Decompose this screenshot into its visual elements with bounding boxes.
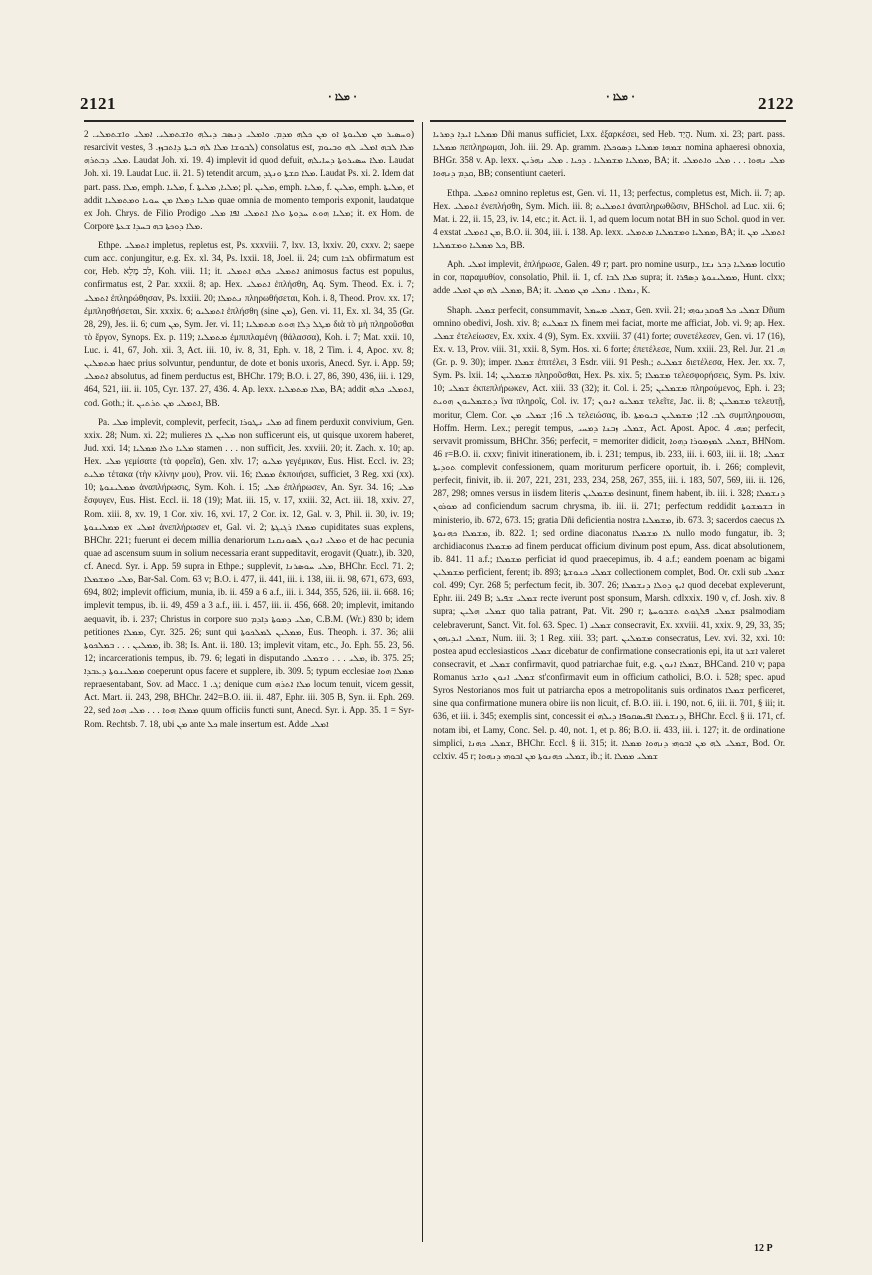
entry-paragraph: Pa. ܡܠܝ implevit, complevit, perfecit, ܡܠܝ ܢܛܘܪܐ ad finem perduxit convivium, Gen. xxix. 28; Num. xi. 22; mulieres ܡܠܝܢ ܠܐ non sufficerunt eis, ut quisque uxorem haberet, Jud. xxi. 14; ܡܠܝܐ ܘܠܐ ܡܡܠܝܐ stamen . . . non sufficit, Jes. xxviii. 20; it. Zach. x. 10; ap. Hex. ܡܠܝ γεμίσατε (τὰ φορεῖα), Gen. xlv. 17; ܡܠܝܘ γεγέμικαν, Eus. Hist. Eccl. iv. 23; ܡܠܝܬ τέτακα (τὴν κλίνην μου), Prov. vii. 16; ܡܡܠܐ ἐκποιήσει, sufficiet, 3 Reg. xxi (xx). 10; ܡܡܠܝܢܘܬܐ ἀναπλήρωσις, Sym. Koh. i. 15; ܡܠܝ ἐπλήρωσεν, An. Syr. 34. 16; ܡܠܝ ἔσφυγεν, Eus. Hist. Eccl. ii. 18 (19); Mat. iii. 15, v. 17, xxiii. 32, Act. iii. 18, xxiv. 27, Rom. xiii. 8, xv. 19, 1 Cor. xiv. 16, xvi. 17, 2 Cor. ix. 12, Gal. v. 3, Phil. ii. 30, iv. 19; ܡܡܠܝܢܘܬܐ ex ܐܡܠܝ ἀνεπλήρωσεν et, Gal. vi. 2; ܡܡܠܐ ܪܓܝܓܬܐ cupiditates suas explens, BHChr. 221; fuerunt ei decem millia denariorum ܘܡܠܝ ܐܢܘܢ ܠܣܘܢܩܢܐ et de hac pecunia quae ad ascensum suum in solium necessaria erant suppeditavit, erogavit (Quatr.), ib. 320, cf. Anecd. Syr. i. App. 59 supra in Ethpe.; supplevit, ܡܠܝ ܚܘܣܪܢܐ, BHChr. Eccl. 71. 2; ܡܠܝ ܘܡܫܡܠܐ, Bar-Sal. Com. 63 v; B.O. i. 477, ii. 441, iii. i. 138, iii. ii. 98, 671, 673, 693, 694, 802; implevit officium, munia, ib. ii. 459 a 6 a.f., iii. i. 344, 355, 526, iii. ii. 668. 16; implevit tempus, ib. ii. 49, 459 a 3 a.f., iii. i. 457, iii. ii. 456, 668. 20; implevit, imitando aequavit, ib. i. 237; Christus in corpore suo ܡܠܝ ܕܡܘܬܐ ܕܐܕܡ, C.B.M. (Wr.) 830 b; idem petitiones ܡܡܠܐ, Cyr. 325. 26; sunt qui ܡܡܠܝܢ ܠܡܠܟܘܬܐ, Eus. Theoph. i. 37. 36; alii ܡܡܠܝܢ . . . ܒܡܠܟܘܬܐ, ib. 38; Is. Ant. ii. 180. 13; implevit vitam, etc., Jo. Eph. 55. 23, 56. 12; incarcerationis tempus, ib. 79. 6; legati in disputando ܡܠܝ . . . ܘܫܡܠܝ, ib. 375. 25; ܡܡܠܝܢܘܬܐ ܕܥܒܕܐ coeperunt opus facere et supplere, ib. 309. 5; typum ecclesiae ܡܡܠܐ ܗܘܐ repraesentabant, Sov. ad Macc. ܓ. 1; denique cum ܡܠܐ ܐܬܪܗ locum tenuit, vicem gessit, Act. Mart. ii. 243, 298, BHChr. 242=B.O. iii. ii. 487, Ephr. iii. 305 B, Syn. ii. Eph. 269. 22, sed ܡܡܠܐ ܗܘܐ . . . ܡܠܝ ܗܘܐ quum officiis functi sunt, Anecd. Syr. i. App. 35. 1 = Syr-Rom. Rechtsb. 7. 18, ubi ܡܢ ante ܟܠ male insertum est. Adde ܐܡܠܝ bbox=[84, 416, 415, 729]
header-rule-left bbox=[84, 120, 414, 122]
entry-paragraph: Aph. ܐܡܠܝ implevit, ἐπλήρωσε, Galen. 49 r; part. pro nomine usurp., ܡܡܠܝܐ ܕܒܪ ܢܫܐ locutio in cor, παραμυθίον, consolatio, Phil. ii. 1, cf. ܡܠܐ ܠܒܐ supra; it. ܡܡܠܝܢܘܬܐ ܕܣܦܪܐ, Hunt. clxx; adde ܡܡܠܝ ܠܗ ܡܢ ܐܡܠܝ, BA; it. ܢܡܠܐ . ܢܡܠܝ ܡܢ ܡܡܠܝ, K. bbox=[433, 259, 786, 296]
entry-paragraph: ܘܚܣܝܪ ܡܢ ܡܠܝܘܬܐ ܐܘ ܡܢ ܟܠܗ ܡܕܡ. ܘܐܡܠܝ ܕܢܣܒ ܕܝܠܗ ܘܐܫܬܡܠܝ. ܐܡܠܝ ܘܐܫܬܡܠܝ. 2) resarcivit vestes, ܠܒܘܫܐ ܡܠܐ ܠܗ ܒܝܬܐ ܕܐܬܒܙܙ. 3) consolatus est, ܡܠܐ ܠܒܗ ܐܡܠܝ ܠܗ ܘܒܝܘܡ ܡܠܝ ܕܒܬܪܗ. Laudat Joh. xi. 19. 4) implevit id quod defuit, ܡܠܐ ܚܣܝܪܘܬܐ ܕܚܐܝܠܗ. Laudat Joh. xi. 19. Laudat Luc. ii. 21. 5) tetendit arcum, ܡܠܐ ܩܫܬܐ ܘܢܓܕ. Laudat Ps. xi. 2. Idem dat part. pass. ܡܠܐ, emph. ܡܠܝܐ, f. ܡܠܝܐ, ܡܠܝܬܐ; pl. ܡܠܝܢ, emph. ܡܠܝܐ, f. ܡܠܝܢ, emph. ܡܠܝܬܐ, et addit ܡܠܝܐ ܕܡܠܐ ܡܢ ܚܘܝܐ ܘܡܬܡܠܝܐ quae omnia de momento temporis exponit, laudatque ex Joh. Chrys. de Filio Prodigo ܡܠܝܐ ܗܘܬ ܚܕܘܬܐ ܘܠܐ ܐܬܡܠܝ ܐܦܐ ܡܠܝ; it. ex Hom. de Corpore ܡܠܐ ܕܘܟܬܐ ܒܗ ܒܚܕܐ ܫܥܬܐ. bbox=[84, 129, 415, 231]
signature-mark: 12 P bbox=[754, 1243, 773, 1254]
running-headword-right: · ܡܠܐ · bbox=[606, 92, 635, 103]
page-header bbox=[78, 92, 794, 118]
running-headword-left: · ܡܠܐ · bbox=[328, 92, 357, 103]
column-divider bbox=[422, 122, 423, 1242]
header-rule-right bbox=[430, 120, 786, 122]
right-column bbox=[433, 128, 785, 769]
page-number-left: 2121 bbox=[80, 94, 116, 113]
entry-paragraph: ܡܡܠܝܐ ܐܝܕܐ ܕܡܪܝܐ Dñi manus sufficiet, Lxx. ἐξαρκέσει, sed Heb. הֲיַד. Num. xi. 23; part. pass. ܡܡܠܝܐ πεπληρωμαι, Joh. iii. 29. Ap. gramm. ܫܡܗܐ ܡܡܠܝܐ ܕܣܘܟܠܐ nomina aphaeresi obnoxia, BHGr. 358 v. Ap. lexx. ܡܡܠܝܐ ܡܫܡܠܝܐ . ܕܟܝܐ . ܡܠܝ ܢܗܪܝܢ, BA; it. ܡܠܝ ܢܗܘܐ . . . ܡܠܝ ܘܐܬܡܠܝ ܩܕܡ ܕܢܗܘܐ, BB; consentiunt caeteri. bbox=[433, 129, 785, 179]
page-number-right: 2122 bbox=[758, 94, 794, 113]
entry-paragraph: Ethpa. ܐܬܡܠܝ omnino repletus est, Gen. vi. 11, 13; perfectus, completus est, Mich. ii. 7; ap. Hex. ܐܬܡܠܝ ἐνεπλήσθη, Sym. Mich. iii. 8; ܐܬܡܠܝܬ ἀναπληρωθῶσιν, BHSchol. ad Luc. xii. 6; Mat. i. 22, ii. 15, 23, iv. 14, etc.; it. Act. ii. 1, ad quem locum notat BH in suo Schol. quod in ver. 4 exstat ܡܢ ܐܬܡܠܝ, B.O. ii. 304, iii. i. 138. Ap. lexx. ܡܡܠܝܐ ܘܡܫܡܠܝܐ ܡܬܡܠܝ, BA; it. ܐܬܡܠܝ ܡܢ ܟܠ ܡܡܠܝܐ ܘܡܫܡܠܝܐ, BB. bbox=[433, 187, 785, 250]
entry-paragraph: Ethpe. ܐܬܡܠܝ impletus, repletus est, Ps. xxxviii. 7, lxv. 13, lxxiv. 20, cxxv. 2; saepe cum acc. conjungitur, e.g. Ex. xl. 34, Ps. lxxii. 18, Joel. ii. 24; cum ܠܒܐ obfirmatum est cor, Heb. לֵב מָלֵא, Koh. viii. 11; it. ܐܬܡܠܝ ܟܠܗ ܐܬܡܠܝ animosus factus est populus, confirmatus est, 2 Par. xxxii. 8; ap. Hex. ܐܬܡܠܝ ἐπλήσθη, Aq. Sym. Theod. Ex. i. 7; ܐܬܡܠܝ ἐπληρώθησαν, Ps. lxxiii. 20; ܢܬܡܠܐ πληρωθήσεται, Koh. i. 8, Theod. Prov. xx. 17; ἐμπλησθήσεται, Sir. xxxix. 6; ܐܬܡܠܝܘ ἐπλήσθη (sine ܡܢ), Gen. vi. 11, Ex. xl. 34, 35 (Gr. 28, 29), Jes. ii. 6; cum ܡܢ, Sym. Jer. vi. 11; ܡܛܠ ܕܠܐ ܗܘܬ ܡܬܡܠܝܐ διὰ τὸ μὴ πληροῦσθαι τὸ ἔργον, Synops. Ex. p. 119; ܡܬܡܠܝܐ ἐμπιπλαμένη (θάλασσα), Koh. i. 7; Mat. xxii. 10, Luc. i. 41, 67, Joh. xii. 3, Act. iii. 10, iv. 8, 31, Eph. v. 18, 2 Tim. i. 4, Apoc. xv. 8; ܡܬܡܠܝܢ haec prius solvuntur, penduntur, de dote et bonis uxoris, Anecd. Syr. i. App. 59; ܐܬܡܠܝ absolutus, ad finem perductus est, BHChr. 179; B.O. i. 27, 86, 390, 436, iii. i. 129, 464, 521, iii. ii. 105, Cyr. 137. 27, 436. 4. Ap. lexx. ܡܠܐ ܡܬܡܠܝܐ, BA; addit ܐܬܡܠܝ ܟܠܗ, cod. Goth.; it. ܐܬܡܠܝ ܡܢ ܬܪܬܝܢ, BB. bbox=[84, 240, 415, 408]
entry-paragraph: Shaph. ܫܡܠܝ perfecit, consummavit, ܫܡܠܝ ܡܚܡܠ, Gen. xvii. 21; ܫܡܠܝ ܟܠ ܦܘܩܕܢܘܗܝ Dñum omnino obedivi, Josh. xiv. 8; ܠܐ ܫܡܠܝܬ finem mei faciat, morte me afficiat, Job. vi. 9; ap. Hex. ܫܡܠܝ ἐτελείωσεν, Ex. xxix. 4 (9), Sym. Ex. xxviii. 37 (41) forte; συνετέλεσεν, Gen. vi. 17 (16), Ex. v. 13, Prov. viii. 31, xxii. 8, Sym. Hos. xi. 6 forte; ἐπετέλεσε, Num. xxiii. 23, Rel. Jur. ܗ. 21 (Gr. p. 9. 30); imper. ܫܡܠܐ ἐπιτέλει, 3 Esdr. viii. 91 Pesh.; ܫܡܠܝܬ διετέλεσα, Hex. Jer. xx. 7, Sym. Ps. lxii. 14; ܡܫܡܠܝܢ πληροῦσθαι, Hex. Ps. xix. 5; ܡܫܡܠܐ τελεσφορήσεις, Sym. Ps. lxiv. 10; ܫܡܠܝ ἐκπεπλήρωκεν, Act. xiii. 33 (32); it. Col. i. 25; ܡܫܡܠܝܢ πληρούμενος, Eph. i. 23; ܕܬܫܡܠܝܘܢ ܗܘܝܬ ἵνα πληροῖς, Col. iv. 17; ܫܡܠܝܘ ܐܢܘܢ τελεῖτε, Jac. ii. 8; ܡܫܡܠܝܢ τελευτῇ, moritur, Clem. Cor. ܠ. 16; ܫܡܠܝ ܡܢ τελειώσας, ib. ܠܒ. 12; ܡܫܡܠܝܢ ܒܝܘܡܬܐ συμπληρουσαι, Hoffm. Herm. Lex.; peregit tempus, ܫܡܠܝ ܙܒܢܐ ܕܡܚܝ, Act. Apost. Apoc. ܡܗ. 4; perfecit, servavit promissum, BHChr. 356; perfecit, = memoriter didicit, ܫܡܠܝ ܠܡܙܡܘܪܐ ܕܗܘܐ, BHNom. 46 r=B.O. ii. cxxv; finivit itinerationem, ib. i. 231; tempus, ib. 233, iii. i. 603, iii. ii. 18; ܫܡܠܝ ܬܘܕܝܬܐ complevit confessionem, quam moriturum perficere oportuit, ib. i. 266; complevit, perfecit, finivit, ib. ii. 207, 221, 231, 233, 234, 258, 267, 355, iii. i. 183, 507, 569, iii. ii. 126, 287, 298; omnes versus in iisdem literis ܡܫܡܠܝܢ desinunt, finem habent, ib. iii. i. 328; ܕܢܫܡܠܐ ܡܘܪܘܢ ad conficiendum sacrum chrysma, ib. iii. ii. 271; perfectum reddidit ܒܫܡܫܘܬܐ in ministerio, ib. 672, 673. 15; gratia Dñi deficientia nostra ܡܫܡܠܝܐ, ib. 673. 3; sacerdos caecus ܠܐ ܡܫܡܠܐ ܟܗܢܘܬܐ, ib. 822. 1; sed ordine diaconatus ܠܐ ܡܫܡܠܐ nullo modo fungatur, ib. 3; archidiaconus ܡܫܡܠܐ ad finem perducat officium divinum post epum, Ass. dicat absolutionem, ib. 841. 11 a.f.; ܡܫܡܠܐ perficiat id quod praecepimus, ib. 4 a.f.; eandem poenam ac bigami ܡܫܡܠܝܢ perficient, ferent; ib. 893; ܫܡܠܝ ܟܢܘܫܬܐ collectionem complet, Bod. Or. cxli sub ܫܡܠܝ col. 499; Cyr. 268 5; perfectum fecit, ib. 307. 26; ܐܝܟ ܕܘܠܐ ܕܢܫܡܠܐ quod decebat expleverunt, Ephr. iii. 249 B; ܫܡܠܝ ܫܦܝܪ recte iverunt post sponsum, Marsh. cdlxxix. 190 v, cf. Josh. xiv. 8 supra; ܫܡܠܝ ܗܠܝܢ quo talia patrant, Pat. Vit. 290 r; ܫܡܠܝ ܦܠܓܘܬ ܬܫܒܘܚܬܐ psalmodiam celebraverunt, Sanct. Vit. fol. 63. Spec. 1) ܫܡܠܝ consecravit, Ex. xxviii. 41, xxix. 9, 29, 33, 35; ܫܡܠܝ ܐܝܕܝܗܘܢ, Num. iii. 3; 1 Reg. xiii. 33; part. ܡܫܡܠܝܢ consecratus, Lev. xvi. 32, xxi. 10: postea apud ecclesiasticos ܫܡܠܝ dicebatur de confirmatione consecrationis epi, ita ut ܐܫܪ valeret consecravit, et ܫܡܠܝ confirmavit, quod patriarchae fuit, e.g. ܫܡܠܐ ܐܢܘܢ, BHCand. 210 v; papa Romanus ܫܡܠܝ ܐܢܘܢ ܘܐܫܪ st'confirmavit eum in officium catholici, B.O. i. 528; spec. apud Syros Nestorianos mos fuit ut patriarcha epos a metropolitanis suis ordinatos ܫܡܠܐ perficeret, sine qua confirmatione munera obire iis non licuit, cf. B.O. iii. i. 190, not. 6, iii. ii. 701, § iii; it. 636, et iii. i. 345; exemplis sint, concessit ei ܕܢܫܡܠܐ ܐܦܝܣܩܘܦܐ ܕܝܠܗ, BHChr. Eccl. § ii. 171, cf. notam ibi, et Lamy, Conc. Sel. p. 40, not. 1, et p. 86; B.O. ii. 433, iii. i. 127; it. de ordinatione simplici, ܫܡܠܝ ܟܗܢܐ, BHChr. Eccl. § ii. 315; it. ܫܡܠܝ ܠܗ ܡܢ ܐܒܘܗܝ ܕܢܗܘܐ ܡܡܠܐ, Bod. Or. cclxiv. 45 r; ܫܡܠܝ ܟܗܢܘܬܐ ܡܢ ܐܒܘܗܝ ܕܢܗܘܐ, ib.; it. ܫܡܠܝ ܡܡܠܐ bbox=[433, 304, 786, 761]
left-column bbox=[84, 128, 414, 737]
